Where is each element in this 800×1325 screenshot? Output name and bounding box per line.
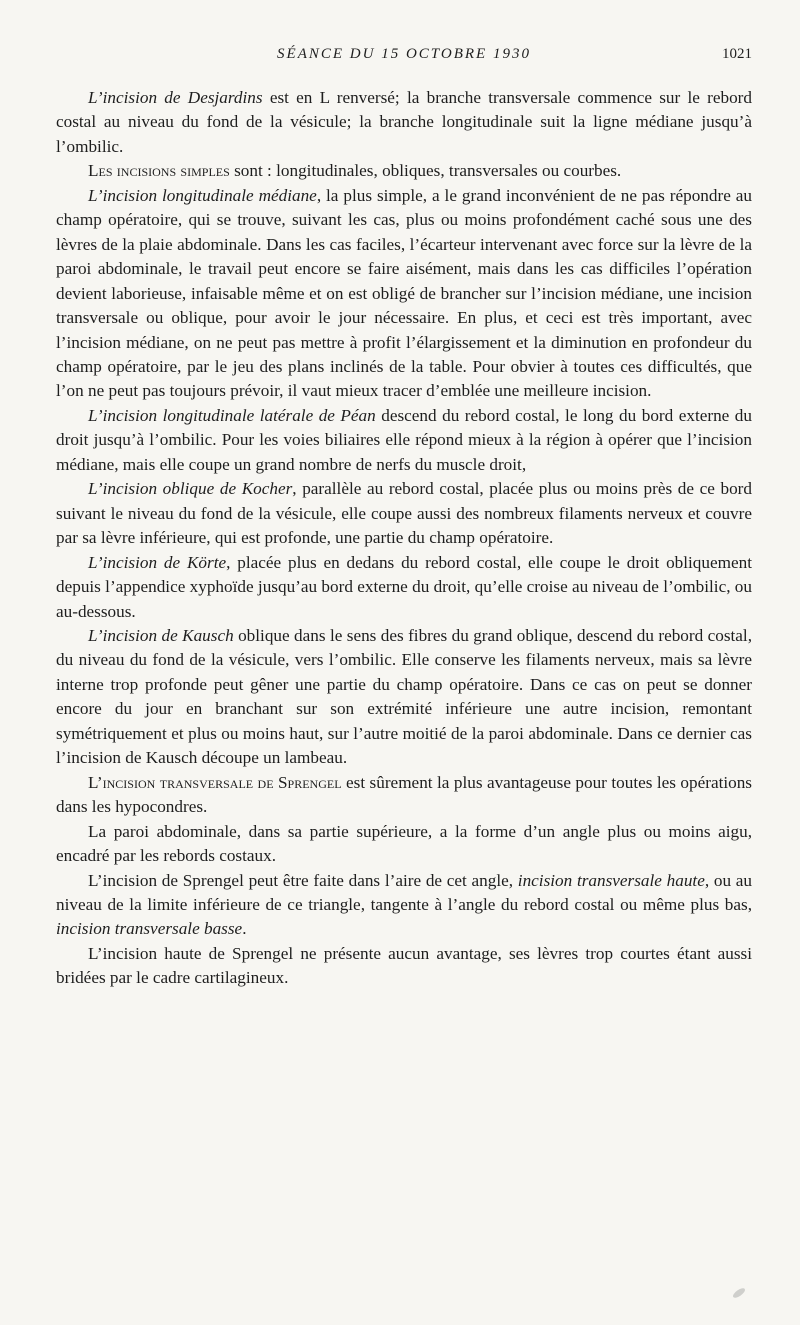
term-desjardins: L’incision de Desjardins: [88, 88, 263, 107]
text-span: oblique dans le sens des fibres du grand oblique, descend du rebord costal, du niveau du fond de la vésicule, vers l’ombilic. Elle conserve les filaments nerveux, mais sa lèvre interne trop profonde peut gêner une partie du champ opératoire. Dans ce cas on peut se donner encore du jour en branchant sur son extrémité inférieure une autre incision, remontant symétriquement et plus ou moins haut, sur l’autre moitié de la paroi abdominale. Dans ce dernier cas l’incision de Kausch découpe un lambeau.: [56, 625, 752, 768]
term-kausch: L’incision de Kausch: [88, 625, 234, 645]
text-span: , la plus simple, a le grand inconvénient de ne pas répondre au champ opératoire, qui se trouve, suivant les cas, plus ou moins profondément caché sous une des lèvres de la plaie abdominale. Dans les cas faciles, l’écarteur intervenant avec force sur la lèvre de la paroi abdominale, le travail peut encore se faire aisément, mais dans les cas difficiles l’opération devient laborieuse, infaisable même et on est obligé de brancher sur l’incision médiane, une incision transversale ou oblique, pour avoir le jour nécessaire. En plus, et ceci est très important, avec l’incision médiane, on ne peut pas mettre à profit l’élargissement et la diminution en profondeur du champ opératoire, par le jeu des plans inclinés de la table. Pour obvier à toutes ces difficultés, que l’on ne peut pas toujours prévoir, il vaut mieux tracer d’emblée une meilleure incision.: [56, 185, 752, 401]
paragraph-median: [56, 184, 752, 404]
paragraph-sprengel-variants: [56, 869, 752, 942]
term-korte: L’incision de Körte: [88, 552, 227, 572]
body-text: [56, 86, 752, 991]
text-span: descend du rebord costal, le long du bord externe du droit jusqu’à l’ombilic. Pour les voies biliaires elle répond mieux à la région à opérer que l’incision médiane, mais elle coupe un grand nombre de nerfs du muscle droit,: [56, 405, 752, 474]
page-header: [56, 46, 752, 70]
term-low-transverse: incision transversale basse: [56, 919, 243, 939]
text-span: La paroi abdominale, dans sa partie supérieure, a la forme d’un angle plus ou moins aigu, encadré par les rebords costaux.: [56, 821, 752, 866]
paragraph-abdominal-wall: [56, 820, 752, 869]
paragraph-sprengel: [56, 771, 752, 820]
heading-simple-incisions: Les incisions simples: [88, 161, 230, 181]
paragraph-kocher: [56, 477, 752, 550]
text-span: , parallèle au rebord costal, placée plus ou moins près de ce bord suivant le niveau du fond de la vésicule, elle coupe aussi des nombreux filaments nerveux et couvre par sa lèvre inférieure, qui est profonde, une partie du champ opératoire.: [56, 479, 752, 548]
text-span: L’incision haute de Sprengel ne présente aucun avantage, ses lèvres trop courtes étant aussi bridées par le cadre cartilagineux.: [56, 943, 752, 988]
term-median: L’incision longitudinale médiane: [88, 185, 317, 205]
paragraph-korte: [56, 551, 752, 624]
paragraph-high-sprengel: [56, 942, 752, 991]
term-high-transverse: incision transversale haute: [517, 870, 705, 890]
page-number: 1021: [722, 46, 752, 62]
term-pean: L’incision longitudinale latérale de Péan: [88, 405, 376, 425]
paragraph-simple-incisions: [56, 159, 752, 183]
paper-speck: [732, 1287, 747, 1300]
heading-sprengel: L’incision transversale de Sprengel: [88, 772, 342, 792]
text-span: sont : longitudinales, obliques, transversales ou courbes.: [229, 161, 622, 181]
running-title: SÉANCE DU 15 OCTOBRE 1930: [277, 46, 531, 62]
term-kocher: L’incision oblique de Kocher: [88, 479, 293, 499]
text-span: L’incision de Sprengel peut être faite dans l’aire de cet angle,: [88, 870, 518, 890]
text-span: , placée plus en dedans du rebord costal, elle coupe le droit obliquement depuis l’appendice xyphoïde jusqu’au bord externe du droit, qu’elle croise au niveau de l’ombilic, ou au-dessous.: [56, 552, 752, 621]
text-span: , ou au niveau de la limite inférieure de ce triangle, tangente à l’angle du rebord costal ou même plus bas,: [56, 870, 753, 914]
paragraph-kausch: [56, 624, 752, 771]
text-span: est en L renversé; la branche transversale commence sur le rebord costal au niveau du fond de la vésicule; la branche longitudinale suit la ligne médiane jusqu’à l’ombilic.: [56, 88, 752, 156]
paragraph-pean: [56, 404, 752, 477]
paragraph-desjardins: [56, 86, 752, 159]
text-span: est sûrement la plus avantageuse pour toutes les opérations dans les hypocondres.: [56, 772, 752, 817]
text-span: .: [242, 919, 247, 939]
